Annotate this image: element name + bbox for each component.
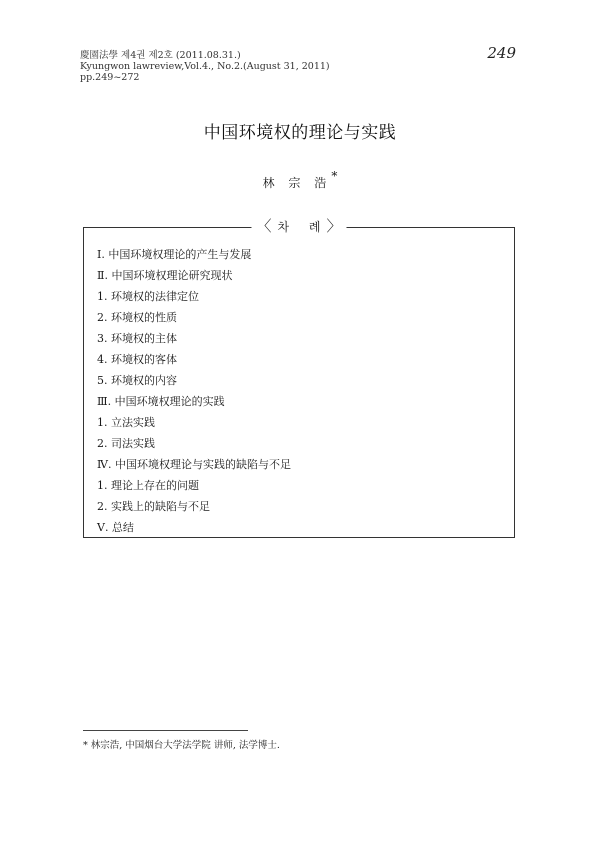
toc-item: Ⅰ. 中国环境权理论的产生与发展 [97,248,252,261]
toc-item: 2. 实践上的缺陷与不足 [97,500,210,513]
chevron-right-icon: 〉 [326,217,342,235]
author-footnote-mark: * [331,169,338,183]
toc-heading [251,218,346,235]
toc-item: 1. 环境权的法律定位 [97,290,199,303]
footnote-divider [83,730,248,731]
toc-item: 1. 立法实践 [97,416,155,429]
author-footnote: * 林宗浩, 中国烟台大学法学院 讲师, 法学博士. [83,740,280,751]
toc-item: Ⅴ. 总结 [97,521,134,534]
article-title: 中国环境权的理论与实践 [203,123,397,143]
toc-item: 2. 环境权的性质 [97,311,177,324]
page-number: 249 [487,44,516,62]
author-line [0,171,600,191]
page-range: pp.249~272 [80,72,140,83]
toc-heading-label: 차 례 [277,220,329,234]
toc-item: Ⅱ. 中国环境权理论研究现状 [97,269,233,282]
toc-item: Ⅲ. 中国环境权理论的实践 [97,395,225,408]
author-name: 林 宗 浩 [262,176,332,190]
journal-english-citation: Kyungwon lawreview,Vol.4., No.2.(August 31, 2011) [80,61,330,72]
toc-item: Ⅳ. 中国环境权理论与实践的缺陷与不足 [97,458,291,471]
chevron-left-icon: 〈 [256,217,272,235]
table-of-contents [83,217,515,538]
journal-citation: 慶園法學 제4권 제2호 (2011.08.31.) [80,50,241,61]
toc-item: 5. 环境权的内容 [97,374,177,387]
journal-header [80,50,330,83]
toc-item: 4. 环境权的客体 [97,353,177,366]
toc-item: 1. 理论上存在的问题 [97,479,199,492]
toc-item: 3. 环境权的主体 [97,332,177,345]
toc-list [97,244,291,538]
toc-item: 2. 司法实践 [97,437,155,450]
